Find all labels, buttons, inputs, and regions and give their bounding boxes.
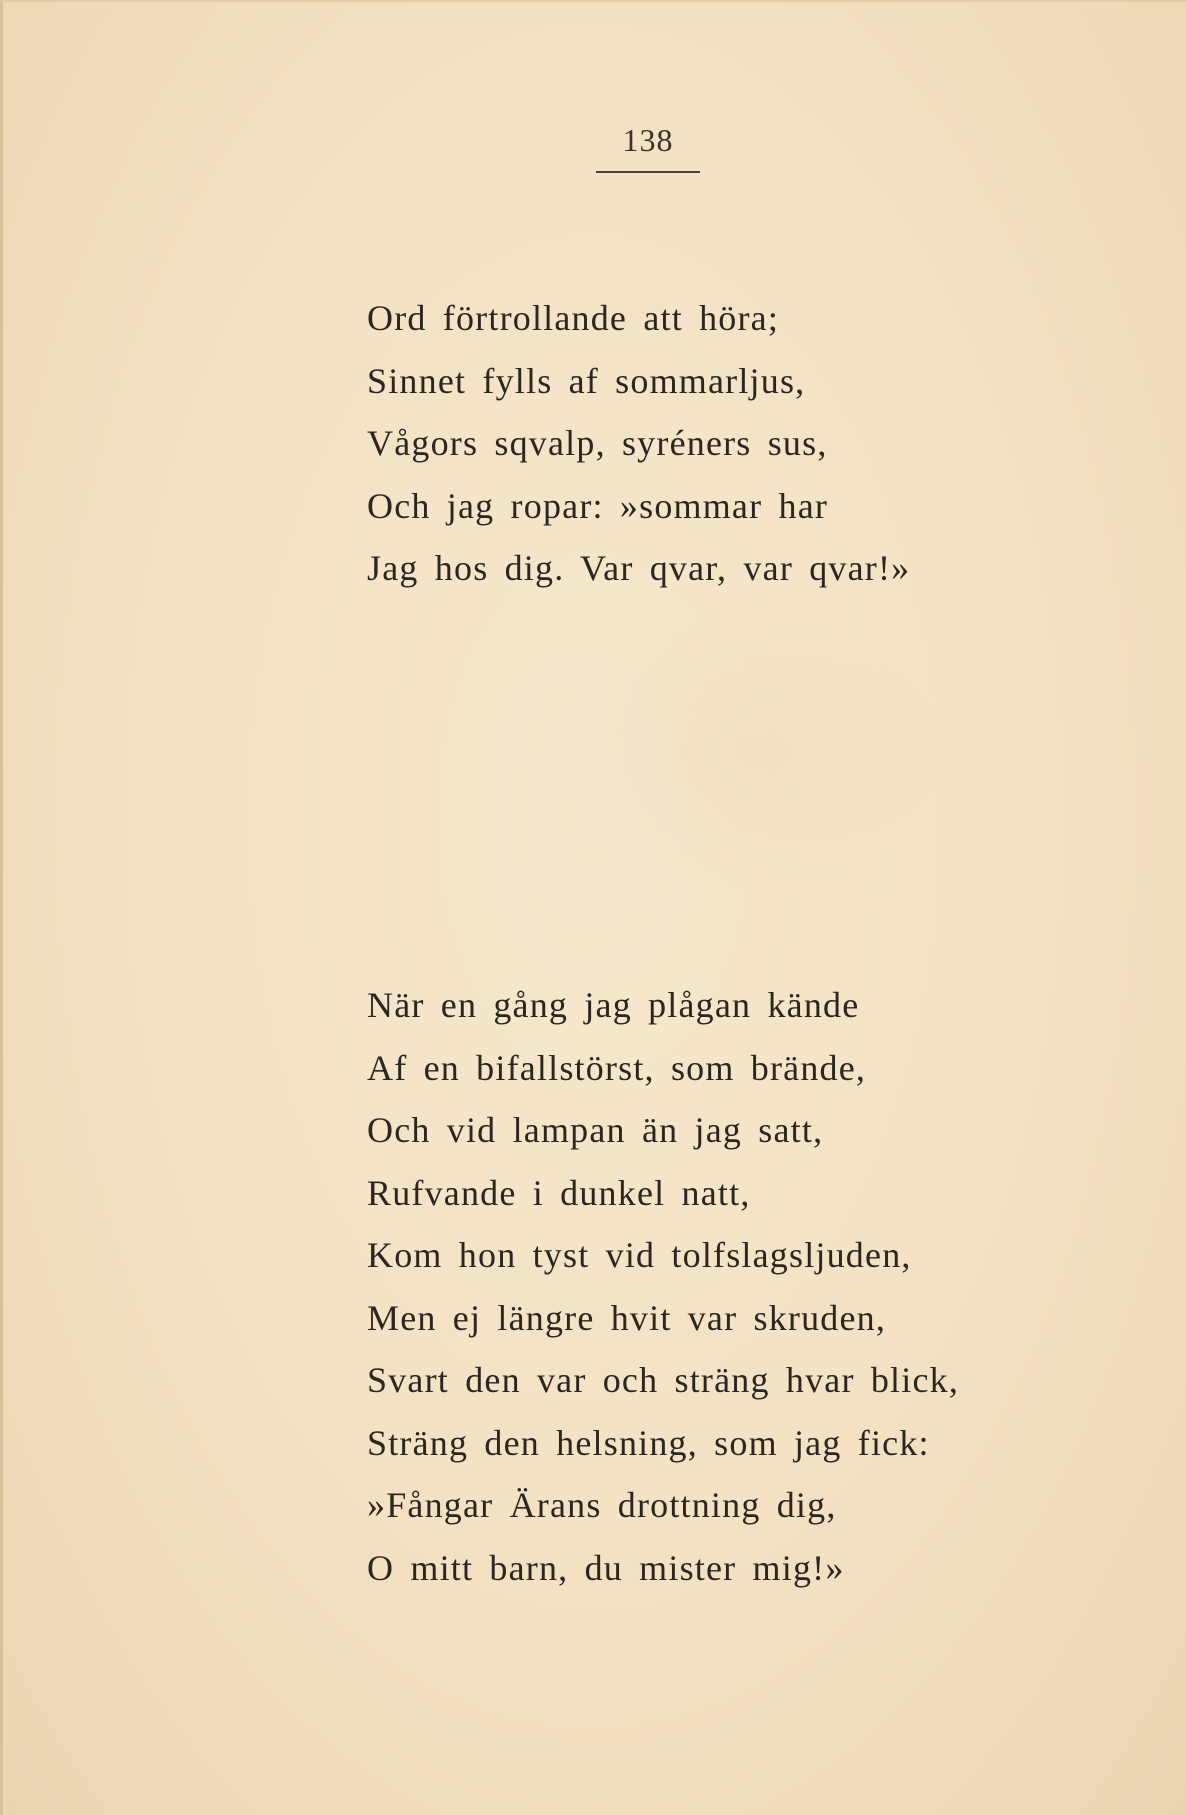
verse-line: Sinnet fylls af sommarljus,: [367, 360, 806, 401]
verse-line: Kom hon tyst vid tolfslagsljuden,: [367, 1235, 912, 1275]
verse-line: Men ej längre hvit var skruden,: [367, 1297, 887, 1338]
verse-line: Jag hos dig. Var qvar, var qvar!»: [367, 548, 911, 588]
verse-line: När en gång jag plågan kände: [367, 985, 860, 1025]
verse-line: Rufvande i dunkel natt,: [367, 1172, 751, 1213]
verse-line: Och vid lampan än jag satt,: [367, 1110, 824, 1150]
page-number-text: 138: [622, 122, 674, 158]
page-number: [595, 120, 701, 160]
verse-line: Vågors sqvalp, syréners sus,: [367, 423, 828, 463]
show-through-bleed: [563, 602, 943, 902]
page-number-rule: [596, 171, 700, 173]
verse-line: O mitt barn, du mister mig!»: [367, 1547, 845, 1588]
stanza-1: [367, 287, 910, 600]
verse-line: »Fångar Ärans drottning dig,: [367, 1485, 837, 1525]
stanza-2: [367, 974, 959, 1599]
verse-line: Af en bifallstörst, som brände,: [367, 1047, 867, 1088]
verse-line: Sträng den helsning, som jag fick:: [367, 1422, 930, 1463]
verse-line: Ord förtrollande att höra;: [367, 298, 780, 338]
verse-line: Svart den var och sträng hvar blick,: [367, 1360, 960, 1400]
verse-line: Och jag ropar: »sommar har: [367, 485, 829, 526]
